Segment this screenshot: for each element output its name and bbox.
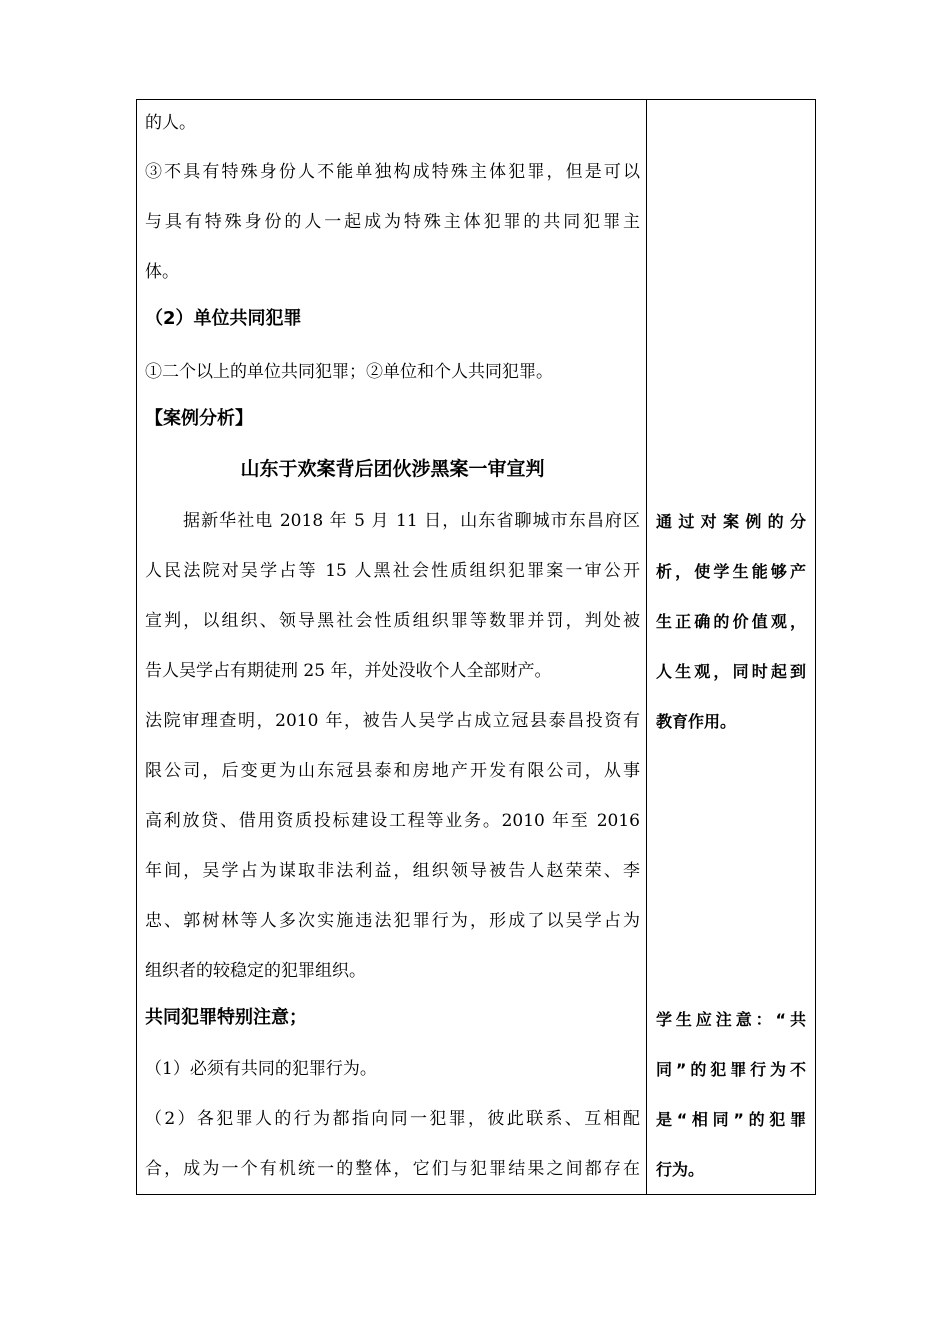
note-line: 同”的犯罪行为不 [656, 1060, 806, 1079]
case-title: 山东于欢案背后团伙涉黑案一审宣判 [240, 458, 545, 480]
section-heading: 共同犯罪特别注意； [145, 1007, 307, 1028]
note-line: 教育作用。 [656, 712, 737, 731]
text-line: 组织者的较稳定的犯罪组织。 [145, 961, 366, 981]
note-line: 行为。 [656, 1160, 705, 1179]
text-line: 限公司，后变更为山东冠县泰和房地产开发有限公司，从事 [145, 761, 640, 781]
text-line: 合，成为一个有机统一的整体，它们与犯罪结果之间都存在 [145, 1159, 640, 1179]
note-line: 通过对案例的分 [656, 512, 806, 531]
text-line: 据新华社电 2018 年 5 月 11 日，山东省聊城市东昌府区 [183, 511, 640, 531]
lesson-table [136, 99, 816, 1195]
case-analysis-heading: 【案例分析】 [145, 408, 253, 429]
text-line: 高利放贷、借用资质投标建设工程等业务。2010 年至 2016 [145, 811, 640, 831]
column-divider [646, 100, 647, 1194]
text-line: 法院审理查明，2010 年，被告人吴学占成立冠县泰昌投资有 [145, 711, 640, 731]
text-line: 与具有特殊身份的人一起成为特殊主体犯罪的共同犯罪主 [145, 212, 640, 232]
section-heading: （2）单位共同犯罪 [145, 308, 302, 329]
text-line: （1）必须有共同的犯罪行为。 [145, 1059, 377, 1079]
text-line: 体。 [145, 262, 179, 282]
text-line: ③不具有特殊身份人不能单独构成特殊主体犯罪，但是可以 [145, 162, 640, 182]
note-line: 人生观，同时起到 [656, 662, 806, 681]
note-line: 生正确的价值观， [656, 612, 806, 631]
text-line: 告人吴学占有期徒刑 25 年，并处没收个人全部财产。 [145, 661, 552, 681]
note-line: 析，使学生能够产 [656, 562, 806, 581]
text-line: （2）各犯罪人的行为都指向同一犯罪，彼此联系、互相配 [145, 1109, 640, 1129]
note-line: 学生应注意：“共 [656, 1010, 806, 1029]
text-line: 宣判，以组织、领导黑社会性质组织罪等数罪并罚，判处被 [145, 611, 640, 631]
text-line: 的人。 [145, 113, 196, 133]
text-line: 人民法院对吴学占等 15 人黑社会性质组织犯罪案一审公开 [145, 561, 640, 581]
text-line: ①二个以上的单位共同犯罪；②单位和个人共同犯罪。 [145, 362, 553, 382]
text-line: 忠、郭树林等人多次实施违法犯罪行为，形成了以吴学占为 [145, 911, 640, 931]
note-line: 是“相同”的犯罪 [656, 1110, 806, 1129]
text-line: 年间，吴学占为谋取非法利益，组织领导被告人赵荣荣、李 [145, 861, 640, 881]
